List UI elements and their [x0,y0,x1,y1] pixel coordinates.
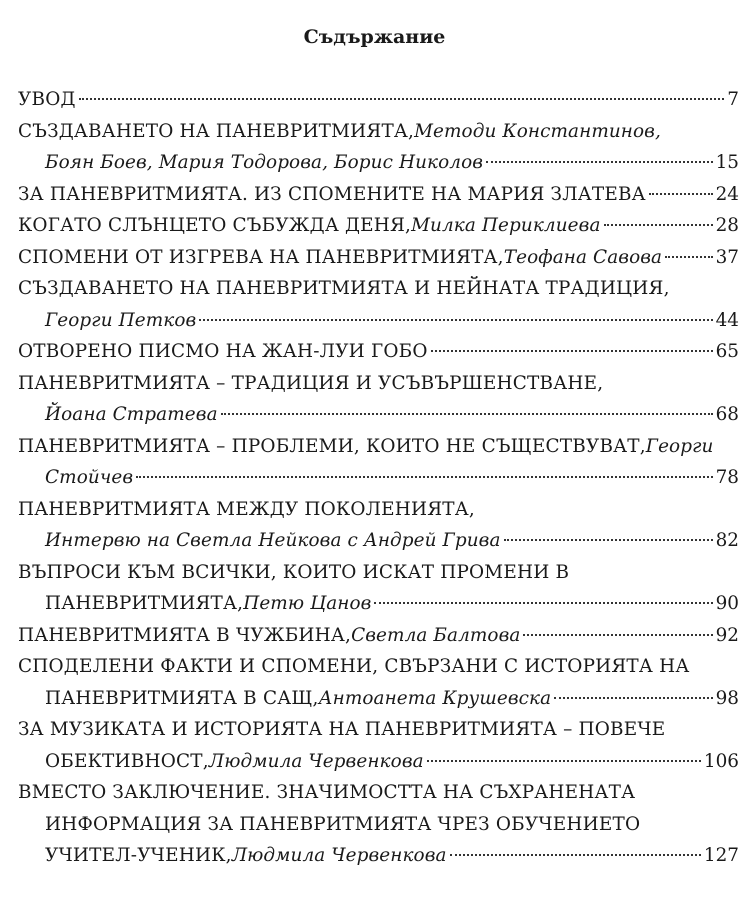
dot-leader [486,161,713,163]
toc-entry [18,336,739,368]
toc-line [18,809,739,841]
entry-author: Методи Константинов, [414,120,661,142]
toc-entry [18,116,739,179]
dot-leader [136,476,712,478]
page-number: 37 [715,246,739,268]
page-number: 28 [715,215,739,236]
toc-list [18,84,739,872]
toc-entry [18,242,739,274]
dot-leader [431,350,713,352]
page-number: 106 [703,750,739,772]
page-number: 98 [715,687,739,709]
entry-title: ЗА ПАНЕВРИТМИЯТА. ИЗ СПОМЕНИТЕ НА МАРИЯ ЗЛАТЕВА [18,183,646,205]
dot-leader [427,760,701,762]
entry-title: ПАНЕВРИТМИЯТА, [45,593,244,614]
toc-entry [18,714,739,777]
entry-title: ПАНЕВРИТМИЯТА В САЩ, [45,687,319,709]
toc-entry [18,651,739,714]
toc-line [18,210,739,242]
dot-leader [221,413,713,415]
toc-line [18,588,739,620]
dot-leader [665,256,712,258]
entry-title: СПОДЕЛЕНИ ФАКТИ И СПОМЕНИ, СВЪРЗАНИ С ИСТОРИЯТА НА [18,656,690,677]
page-title: Съдържание [303,26,446,48]
toc-line [18,651,739,683]
toc-line [18,179,739,211]
entry-title: ЗА МУЗИКАТА И ИСТОРИЯТА НА ПАНЕВРИТМИЯТА – ПОВЕЧЕ [18,719,666,740]
entry-author: Светла Балтова [351,624,521,646]
entry-title: ВМЕСТО ЗАКЛЮЧЕНИЕ. ЗНАЧИМОСТТА НА СЪХРАНЕНАТА [18,782,636,803]
entry-author: Антоанета Крушевска [318,687,552,709]
toc-line [18,777,739,809]
toc-entry [18,273,739,336]
dot-leader [199,319,712,321]
dot-leader [504,539,713,541]
toc-line [18,242,739,274]
entry-title: УВОД [18,89,76,110]
toc-entry [18,84,739,116]
dot-leader [450,854,701,856]
entry-title: СПОМЕНИ ОТ ИЗГРЕВА НА ПАНЕВРИТМИЯТА, [18,246,504,268]
page-number: 82 [715,530,739,551]
toc-line [18,273,739,305]
entry-title: СЪЗДАВАНЕТО НА ПАНЕВРИТМИЯТА И НЕЙНАТА ТРАДИЦИЯ, [18,278,670,299]
dot-leader [523,634,712,636]
page-number: 7 [727,89,739,110]
entry-title: КОГАТО СЛЪНЦЕТО СЪБУЖДА ДЕНЯ, [18,215,412,236]
entry-title: ОБЕКТИВНОСТ, [45,750,209,772]
entry-author: Петю Цанов [243,593,372,614]
toc-entry [18,210,739,242]
toc-line [18,305,739,337]
toc-entry [18,557,739,620]
entry-title: УЧИТЕЛ-УЧЕНИК, [45,845,232,866]
entry-title: ПАНЕВРИТМИЯТА МЕЖДУ ПОКОЛЕНИЯТА, [18,498,475,520]
toc-line [18,116,739,148]
page-number: 24 [715,183,739,205]
page-number: 65 [715,341,739,362]
entry-title: ОТВОРЕНО ПИСМО НА ЖАН-ЛУИ ГОБО [18,341,428,362]
page-number: 44 [715,309,739,331]
toc-entry [18,179,739,211]
dot-leader [79,98,725,100]
entry-title: ПАНЕВРИТМИЯТА – ТРАДИЦИЯ И УСЪВЪРШЕНСТВАНЕ, [18,372,604,394]
toc-entry [18,431,739,494]
toc-line [18,336,739,368]
page-number: 92 [715,624,739,646]
dot-leader [374,602,712,604]
entry-author: Теофана Савова [503,246,663,268]
toc-line [18,683,739,715]
page-number: 127 [703,845,739,866]
toc-line [18,525,739,557]
dot-leader [604,224,713,226]
toc-line [18,620,739,652]
page-number: 78 [715,467,739,488]
entry-author: Георги [645,435,714,457]
toc-line [18,557,739,589]
dot-leader [649,193,713,195]
entry-author: Боян Боев, Мария Тодорова, Борис Николов [45,152,484,173]
entry-author: Интервю на Светла Нейкова с Андрей Грива [45,530,501,551]
entry-author: Стойчев [45,467,134,488]
entry-title: СЪЗДАВАНЕТО НА ПАНЕВРИТМИЯТА, [18,120,415,142]
page-number: 15 [715,152,739,173]
toc-line [18,399,739,431]
page-number: 68 [715,404,739,425]
toc-line [18,462,739,494]
toc-entry [18,620,739,652]
page-number: 90 [715,593,739,614]
toc-line [18,714,739,746]
entry-author: Людмила Червенкова [231,845,447,866]
toc-line [18,746,739,778]
toc-line [18,368,739,400]
entry-author: Милка Периклиева [411,215,601,236]
toc-entry [18,494,739,557]
toc-line [18,494,739,526]
toc-line [18,147,739,179]
toc-line [18,84,739,116]
dot-leader [554,697,712,699]
entry-author: Людмила Червенкова [208,750,424,772]
toc-entry [18,777,739,872]
entry-author: Йоана Стратева [45,404,218,425]
entry-title: ИНФОРМАЦИЯ ЗА ПАНЕВРИТМИЯТА ЧРЕЗ ОБУЧЕНИЕТО [45,813,641,835]
entry-title: ПАНЕВРИТМИЯТА – ПРОБЛЕМИ, КОИТО НЕ СЪЩЕСТВУВАТ, [18,435,646,457]
entry-title: ВЪПРОСИ КЪМ ВСИЧКИ, КОИТО ИСКАТ ПРОМЕНИ В [18,561,570,583]
toc-entry [18,368,739,431]
toc-line [18,431,739,463]
toc-line [18,840,739,872]
entry-title: ПАНЕВРИТМИЯТА В ЧУЖБИНА, [18,624,352,646]
entry-author: Георги Петков [45,309,197,331]
